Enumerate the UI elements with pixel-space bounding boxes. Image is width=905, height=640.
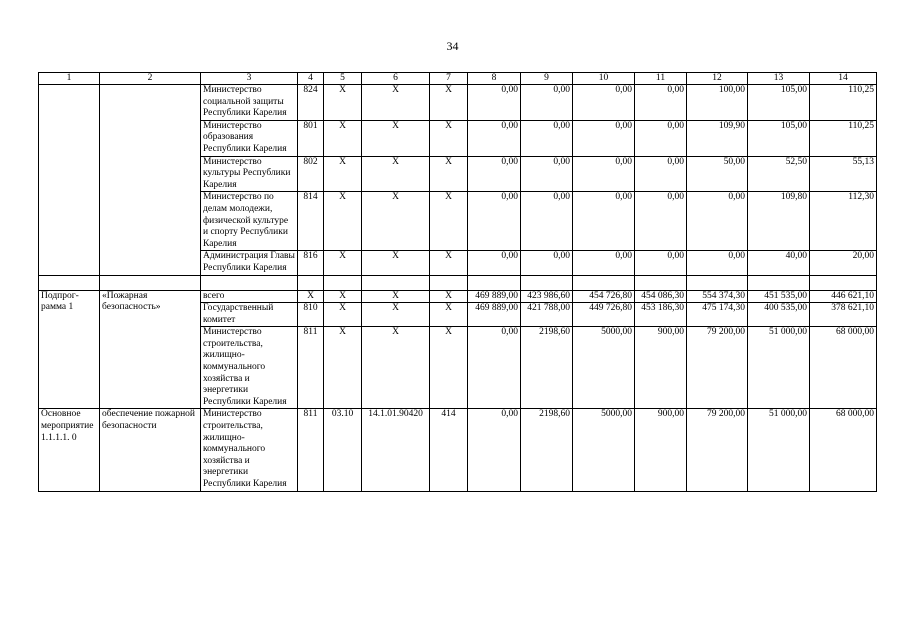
- separator-cell: [362, 275, 430, 290]
- table-cell-c4: 816: [298, 251, 324, 275]
- table-cell-c11: 0,00: [635, 156, 687, 192]
- table-cell-c9: 423 986,60: [521, 290, 573, 303]
- table-cell-c8: 0,00: [468, 327, 521, 409]
- header-cell: 11: [635, 73, 687, 85]
- table-cell-c6: Х: [362, 290, 430, 303]
- table-row: [39, 409, 877, 491]
- table-cell-c10: 0,00: [573, 192, 635, 251]
- table-cell-c14: 55,13: [810, 156, 877, 192]
- separator-cell: [100, 275, 201, 290]
- table-cell-c13: 451 535,00: [748, 290, 810, 303]
- header-cell: 1: [39, 73, 100, 85]
- table-row: [39, 290, 877, 303]
- table-cell-c14: 378 621,10: [810, 303, 877, 327]
- table-cell-c5: Х: [324, 251, 362, 275]
- table-cell-c14: 110,25: [810, 85, 877, 121]
- table-cell-c6: Х: [362, 303, 430, 327]
- table-cell-c11: 900,00: [635, 327, 687, 409]
- table-cell-c8: 0,00: [468, 120, 521, 156]
- table-cell-c9: 2198,60: [521, 327, 573, 409]
- table-cell-c5: Х: [324, 85, 362, 121]
- table-cell-c7: Х: [430, 120, 468, 156]
- table-cell-c7: Х: [430, 85, 468, 121]
- table-cell-c12: 100,00: [687, 85, 748, 121]
- table-cell-c13: 105,00: [748, 85, 810, 121]
- table-row: [39, 85, 877, 121]
- table-cell-c13: 51 000,00: [748, 327, 810, 409]
- table-cell-c7: Х: [430, 156, 468, 192]
- table-cell-c5: Х: [324, 156, 362, 192]
- header-cell: 8: [468, 73, 521, 85]
- table-cell-c6: Х: [362, 192, 430, 251]
- header-cell: 12: [687, 73, 748, 85]
- table-cell-c3: Министерство строительства, жилищно-коммунального хозяйства и энергетики Республики Карелия: [201, 409, 298, 491]
- table-cell-c10: 5000,00: [573, 409, 635, 491]
- table-cell-c3: Министерство культуры Республики Карелия: [201, 156, 298, 192]
- table-cell-c14: 110,25: [810, 120, 877, 156]
- table-cell-c12: 109,90: [687, 120, 748, 156]
- table-cell-c7: Х: [430, 303, 468, 327]
- budget-table: [38, 72, 877, 492]
- table-cell-c12: 79 200,00: [687, 327, 748, 409]
- table-cell-c6: 14.1.01.90420: [362, 409, 430, 491]
- separator-cell: [635, 275, 687, 290]
- program-code-cell: [39, 85, 100, 276]
- table-cell-c12: 475 174,30: [687, 303, 748, 327]
- table-cell-c6: Х: [362, 120, 430, 156]
- header-cell: 2: [100, 73, 201, 85]
- table-cell-c5: Х: [324, 192, 362, 251]
- table-cell-c8: 0,00: [468, 192, 521, 251]
- table-cell-c11: 0,00: [635, 120, 687, 156]
- table-cell-c8: 0,00: [468, 85, 521, 121]
- table-cell-c9: 0,00: [521, 120, 573, 156]
- table-cell-c4: 801: [298, 120, 324, 156]
- table-cell-c10: 454 726,80: [573, 290, 635, 303]
- table-cell-c4: 811: [298, 409, 324, 491]
- table-cell-c13: 105,00: [748, 120, 810, 156]
- separator-cell: [810, 275, 877, 290]
- table-cell-c8: 0,00: [468, 409, 521, 491]
- table-cell-c14: 112,30: [810, 192, 877, 251]
- table-cell-c13: 52,50: [748, 156, 810, 192]
- table-cell-c8: 0,00: [468, 251, 521, 275]
- separator-cell: [430, 275, 468, 290]
- table-cell-c7: Х: [430, 290, 468, 303]
- separator-cell: [298, 275, 324, 290]
- table-cell-c3: Министерство по делам молодежи, физической культуре и спорту Республики Карелия: [201, 192, 298, 251]
- table-cell-c10: 0,00: [573, 156, 635, 192]
- table-cell-c5: Х: [324, 327, 362, 409]
- header-cell: 5: [324, 73, 362, 85]
- table-cell-c9: 0,00: [521, 85, 573, 121]
- table-cell-c14: 68 000,00: [810, 327, 877, 409]
- separator-cell: [201, 275, 298, 290]
- table-cell-c4: 811: [298, 327, 324, 409]
- separator-row: [39, 275, 877, 290]
- table-cell-c4: Х: [298, 290, 324, 303]
- table-cell-c9: 0,00: [521, 156, 573, 192]
- program-code-cell: Подпрог-рамма 1: [39, 290, 100, 409]
- table-cell-c5: 03.10: [324, 409, 362, 491]
- separator-cell: [39, 275, 100, 290]
- table-cell-c8: 0,00: [468, 156, 521, 192]
- table-cell-c4: 814: [298, 192, 324, 251]
- table-cell-c8: 469 889,00: [468, 303, 521, 327]
- table-cell-c9: 0,00: [521, 251, 573, 275]
- table-cell-c11: 0,00: [635, 251, 687, 275]
- header-row: [39, 73, 877, 85]
- separator-cell: [521, 275, 573, 290]
- header-cell: 3: [201, 73, 298, 85]
- table-cell-c3: Министерство социальной защиты Республики Карелия: [201, 85, 298, 121]
- table-cell-c14: 68 000,00: [810, 409, 877, 491]
- header-cell: 6: [362, 73, 430, 85]
- table-cell-c12: 554 374,30: [687, 290, 748, 303]
- table-cell-c10: 449 726,80: [573, 303, 635, 327]
- table-cell-c13: 400 535,00: [748, 303, 810, 327]
- table-cell-c12: 50,00: [687, 156, 748, 192]
- separator-cell: [748, 275, 810, 290]
- table-cell-c5: Х: [324, 290, 362, 303]
- program-name-cell: [100, 85, 201, 276]
- table-cell-c10: 0,00: [573, 85, 635, 121]
- table-cell-c10: 0,00: [573, 251, 635, 275]
- table-cell-c14: 446 621,10: [810, 290, 877, 303]
- header-cell: 4: [298, 73, 324, 85]
- table-cell-c3: Министерство образования Республики Карелия: [201, 120, 298, 156]
- table-cell-c3: всего: [201, 290, 298, 303]
- table-cell-c13: 51 000,00: [748, 409, 810, 491]
- table-cell-c11: 453 186,30: [635, 303, 687, 327]
- table-cell-c10: 0,00: [573, 120, 635, 156]
- program-name-cell: обеспечение пожарной безопасности: [100, 409, 201, 491]
- table-cell-c11: 900,00: [635, 409, 687, 491]
- header-cell: 13: [748, 73, 810, 85]
- table-cell-c9: 421 788,00: [521, 303, 573, 327]
- table-cell-c5: Х: [324, 120, 362, 156]
- separator-cell: [573, 275, 635, 290]
- table-cell-c6: Х: [362, 85, 430, 121]
- table-cell-c11: 0,00: [635, 85, 687, 121]
- table-cell-c6: Х: [362, 251, 430, 275]
- table-cell-c7: Х: [430, 327, 468, 409]
- table-cell-c12: 0,00: [687, 192, 748, 251]
- table-cell-c6: Х: [362, 156, 430, 192]
- table-cell-c4: 824: [298, 85, 324, 121]
- table-cell-c12: 0,00: [687, 251, 748, 275]
- table-cell-c11: 0,00: [635, 192, 687, 251]
- table-cell-c4: 810: [298, 303, 324, 327]
- table-cell-c10: 5000,00: [573, 327, 635, 409]
- table-cell-c9: 2198,60: [521, 409, 573, 491]
- header-cell: 9: [521, 73, 573, 85]
- table-cell-c8: 469 889,00: [468, 290, 521, 303]
- table-cell-c7: Х: [430, 192, 468, 251]
- separator-cell: [468, 275, 521, 290]
- table-cell-c7: Х: [430, 251, 468, 275]
- separator-cell: [324, 275, 362, 290]
- table-cell-c9: 0,00: [521, 192, 573, 251]
- header-cell: 10: [573, 73, 635, 85]
- program-name-cell: «Пожарная безопасность»: [100, 290, 201, 409]
- table-cell-c13: 40,00: [748, 251, 810, 275]
- separator-cell: [687, 275, 748, 290]
- table-cell-c7: 414: [430, 409, 468, 491]
- table-cell-c12: 79 200,00: [687, 409, 748, 491]
- page-number: 34: [446, 39, 459, 53]
- table-cell-c3: Министерство строительства, жилищно-коммунального хозяйства и энергетики Республики Карелия: [201, 327, 298, 409]
- table-cell-c5: Х: [324, 303, 362, 327]
- table-cell-c11: 454 086,30: [635, 290, 687, 303]
- table-cell-c6: Х: [362, 327, 430, 409]
- table-cell-c3: Государственный комитет: [201, 303, 298, 327]
- header-cell: 7: [430, 73, 468, 85]
- table-cell-c14: 20,00: [810, 251, 877, 275]
- program-code-cell: Основное мероприятие 1.1.1.1. 0: [39, 409, 100, 491]
- table-cell-c4: 802: [298, 156, 324, 192]
- header-cell: 14: [810, 73, 877, 85]
- table-cell-c13: 109,80: [748, 192, 810, 251]
- table-cell-c3: Администрация Главы Республики Карелия: [201, 251, 298, 275]
